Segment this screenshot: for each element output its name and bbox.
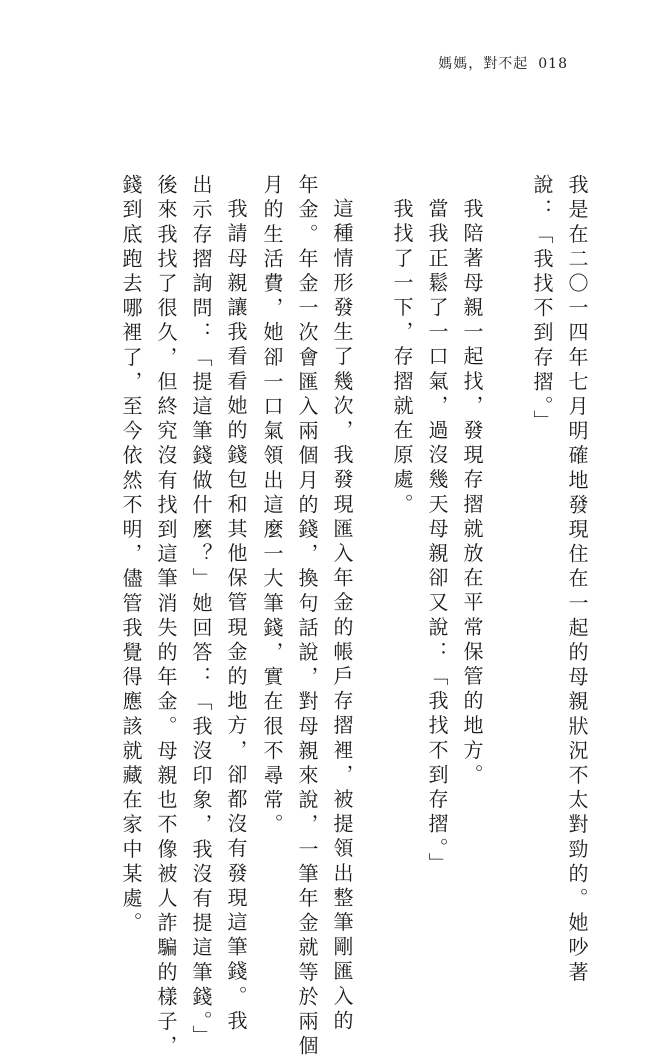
text-column: 我陪著母親一起找，發現存摺就放在平常保管的地方。 — [460, 198, 484, 789]
text-column: 月的生活費，她卻一口氣領出這麼一大筆錢，實在很不尋常。 — [260, 174, 284, 839]
text-column: 我找了一下，存摺就在原處。 — [390, 198, 414, 518]
text-column: 我請母親讓我看看她的錢包和其他保管現金的地方，卻都沒有發現這筆錢。我 — [224, 198, 248, 1035]
page-number: 018 — [538, 56, 568, 72]
text-column: 年金。年金一次會匯入兩個月的錢，換句話說，對母親來說，一筆年金就等於兩個 — [295, 174, 319, 1060]
text-column: 後來我找了很久，但終究沒有找到這筆消失的年金。母親也不像被人詐騙的樣子， — [154, 174, 178, 1060]
text-column: 當我正鬆了一口氣，過沒幾天母親卻又說：「我找不到存摺。」 — [425, 198, 449, 877]
text-column: 出示存摺詢問：「提這筆錢做什麼？」她回答：「我沒印象，我沒有提這筆錢。」 — [189, 174, 213, 1050]
text-column: 這種情形發生了幾次，我發現匯入年金的帳戶存摺裡，被提領出整筆剛匯入的 — [330, 198, 354, 1035]
text-column: 錢到底跑去哪裡了，至今依然不明，儘管我覺得應該就藏在家中某處。 — [119, 174, 143, 937]
running-header — [438, 53, 568, 73]
chapter-title: 媽媽，對不起 — [438, 56, 529, 72]
text-column: 說：「我找不到存摺。」 — [530, 174, 554, 435]
text-column: 我是在二〇一四年七月明確地發現住在一起的母親狀況不太對勁的。她吵著 — [565, 174, 589, 986]
